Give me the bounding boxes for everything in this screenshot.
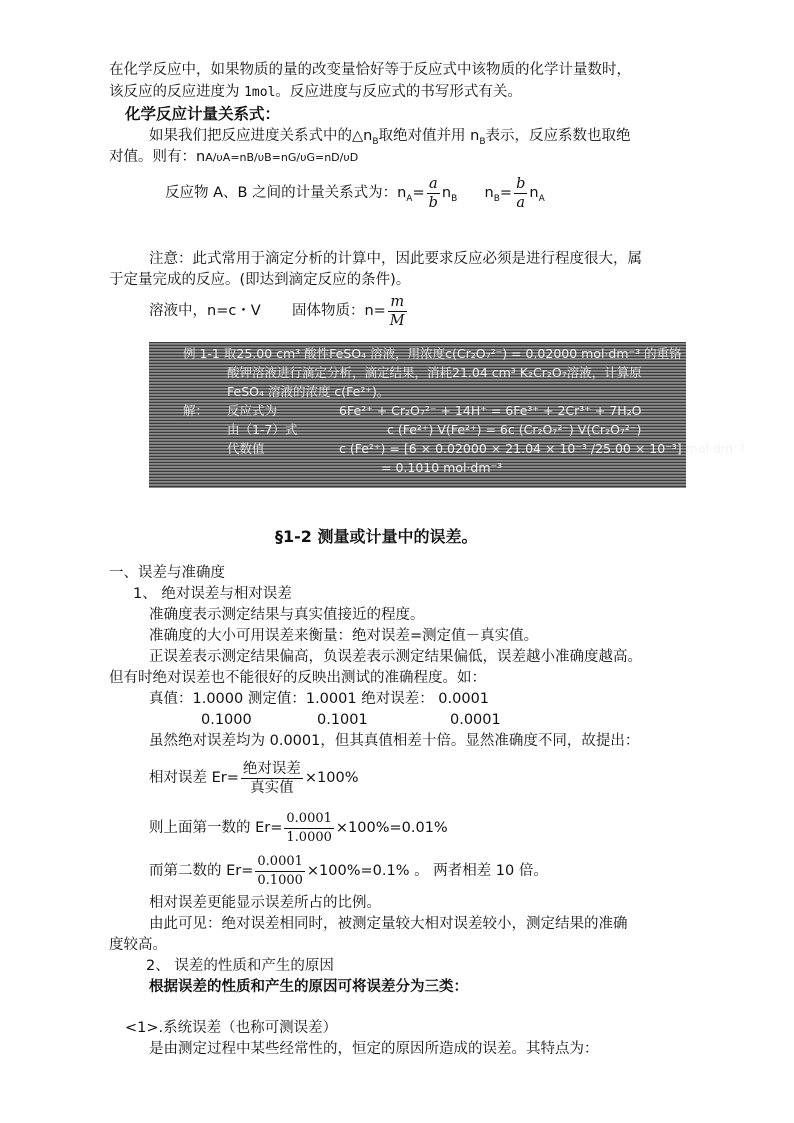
first-number-formula: 则上面第一数的 Er= $\frac{0.0001}{1.0000}$ ×100%=0.01%	[149, 810, 448, 845]
systematic-error-desc: 是由测定过程中某些经常性的，恒定的原因所造成的误差。其特点为：	[149, 1041, 599, 1057]
item1-title: 1、 绝对误差与相对误差	[133, 586, 292, 602]
example-sub: c (Fe²⁺) = [6 × 0.02000 × 21.04 × 10⁻³ /25.00 × 10⁻³] mol·dm⁻³	[339, 441, 745, 456]
stoich-line2: 对值。则有：nA/υA=nB/υB=nG/υG=nD/υD	[109, 149, 359, 165]
table-r2-c2: 0.1001	[317, 712, 368, 728]
table-row1: 真值：1.0000 测定值：1.0001 绝对误差： 0.0001	[149, 691, 490, 707]
example-result: = 0.1010 mol·dm⁻³	[381, 460, 503, 475]
ab-relation: 反应物 A、B 之间的计量关系式为：$n_A=$ $\frac{a}{b}$ $n_B$ $n_B=$ $\frac{b}{a}$ $n_A$	[165, 175, 545, 211]
accuracy-line1: 准确度表示测定结果与真实值接近的程度。	[149, 607, 425, 623]
accuracy-line3: 正误差表示测定结果偏高，负误差表示测定结果偏低，误差越小准确度越高。	[149, 649, 642, 665]
example-reaction-label: 反应式为	[227, 403, 278, 418]
table-r2-c1: 0.1000	[201, 712, 252, 728]
fraction-m-over-M: $\frac{m}{M}$	[389, 293, 405, 329]
example-line2: 酸钾溶液进行滴定分析，滴定结果，消耗21.04 cm³ K₂Cr₂O₇溶液，计算原	[227, 365, 642, 380]
fraction-b-over-a: $\frac{b}{a}$	[516, 175, 526, 211]
example-solution-label: 解：	[183, 403, 209, 418]
example-reaction: 6Fe²⁺ + Cr₂O₇²⁻ + 14H⁺ = 6Fe³⁺ + 2Cr³⁺ + 7H₂O	[339, 403, 642, 418]
fraction-abs-over-true: $\frac{\text{绝对误差}}{\text{真实值}}$	[242, 760, 301, 796]
note-line2: 于定量完成的反应。(即达到滴定反应的条件)。	[109, 272, 411, 288]
fraction-a-over-b: $\frac{a}{b}$	[428, 175, 438, 211]
systematic-error-title: <1>.系统误差（也称可测误差）	[125, 1020, 338, 1036]
example-eq-label: 由（1-7）式	[227, 422, 298, 437]
example-image-block	[149, 342, 745, 488]
note-line1: 注意：此式常用于滴定分析的计算中，因此要求反应必须是进行程度很大，属	[149, 251, 642, 267]
conclusion-line1: 由此可见：绝对误差相同时，被测定量较大相对误差较小，测定结果的准确	[149, 916, 628, 932]
relative-error-formula: 相对误差 Er= $\frac{\text{绝对误差}}{\text{真实值}}$ ×100%	[149, 760, 359, 796]
fraction-second: $\frac{0.0001}{0.1000}$	[257, 853, 303, 888]
though-line: 虽然绝对误差均为 0.0001，但其真值相差十倍。显然准确度不同，故提出：	[149, 733, 640, 749]
example-line1: 例 1-1 取25.00 cm³ 酸性FeSO₄ 溶液，用浓度c(Cr₂O₇²⁻) = 0.02000 mol·dm⁻³ 的重铬	[183, 346, 682, 361]
chapter-heading: §1-2 测量或计量中的误差。	[275, 527, 478, 546]
para1-line2: 该反应的反应进度为 1mol。反应进度与反应式的书写形式有关。	[109, 84, 522, 100]
fraction-first: $\frac{0.0001}{1.0000}$	[286, 810, 332, 845]
stoich-line1: 如果我们把反应进度关系式中的$\triangle n_B$取绝对值并用 $n_B$表示，反应系数也取绝	[149, 128, 631, 147]
solution-line: 溶液中，n=c・V 固体物质：n= $\frac{m}{M}$	[149, 293, 405, 329]
example-line3: FeSO₄ 溶液的浓度 c(Fe²⁺)。	[227, 384, 390, 399]
conclusion-line2: 度较高。	[109, 937, 167, 953]
item2-title: 2、 误差的性质和产生的原因	[146, 958, 334, 974]
example-sub-label: 代数值	[227, 441, 265, 456]
second-number-formula: 而第二数的 Er= $\frac{0.0001}{0.1000}$ ×100%=0.1% 。 两者相差 10 倍。	[149, 853, 548, 888]
table-r2-c3: 0.0001	[450, 712, 501, 728]
para1-line1: 在化学反应中，如果物质的量的改变量恰好等于反应式中该物质的化学计量数时，	[109, 62, 631, 78]
relative-more-line: 相对误差更能显示误差所占的比例。	[149, 895, 381, 911]
stoich-section-title: 化学反应计量关系式：	[125, 105, 281, 123]
accuracy-line4: 但有时绝对误差也不能很好的反映出测试的准确程度。如：	[109, 670, 486, 686]
part1-title: 一、误差与准确度	[109, 565, 225, 581]
accuracy-line2: 准确度的大小可用误差来衡量：绝对误差=测定值－真实值。	[149, 628, 539, 644]
three-types-line: 根据误差的性质和产生的原因可将误差分为三类：	[149, 979, 468, 995]
example-eq: c (Fe²⁺) V(Fe²⁺) = 6c (Cr₂O₇²⁻) V(Cr₂O₇²⁻)	[387, 422, 642, 437]
